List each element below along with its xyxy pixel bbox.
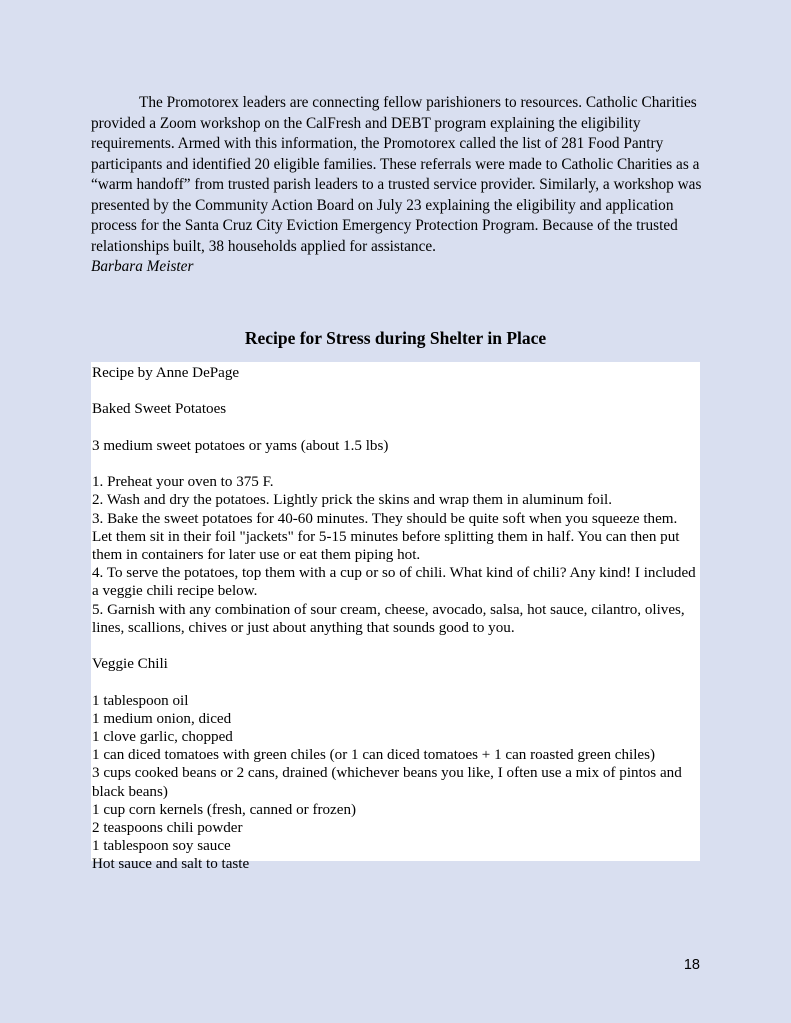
chili-ingredient: Hot sauce and salt to taste <box>92 856 250 873</box>
recipe-step: 3. Bake the sweet potatoes for 40-60 minutes. They should be quite soft when you squeeze them. Let them sit in their foil "jackets" for 5-15 minutes before splitting them in half. You can then put them in containers for later use or eat them piping hot. <box>92 510 680 563</box>
chili-ingredient: 1 tablespoon soy sauce <box>92 838 231 855</box>
chili-ingredient: 1 clove garlic, chopped <box>92 728 233 745</box>
recipe-box <box>91 362 700 873</box>
dish-name-veggie-chili: Veggie Chili <box>92 656 168 673</box>
chili-ingredient: 1 tablespoon oil <box>92 692 189 709</box>
recipe-byline: Recipe by Anne DePage <box>92 365 240 381</box>
chili-ingredient: 3 cups cooked beans or 2 cans, drained (whichever beans you like, I often use a mix of pintos and black beans) <box>92 765 682 800</box>
recipe-step: 1. Preheat your oven to 375 F. <box>92 474 274 491</box>
sweet-potato-ingredients: 3 medium sweet potatoes or yams (about 1.5 lbs) <box>92 437 389 454</box>
intro-paragraph: The Promotorex leaders are connecting fellow parishioners to resources. Catholic Charities provided a Zoom workshop on the CalFresh and DEBT program explaining the eligibility requirements. Armed with this information, the Promotorex called the list of 281 Food Pantry participants and identified 20 eligible families. These referrals were made to Catholic Charities as a “warm handoff” from trusted parish leaders to a trusted service provider. Similarly, a workshop was presented by the Community Action Board on July 23 explaining the eligibility and application process for the Santa Cruz City Eviction Emergency Protection Program. Because of the trusted relationships built, 38 households applied for assistance. <box>91 94 702 255</box>
chili-ingredient: 2 teaspoons chili powder <box>92 820 243 836</box>
dish-name-sweet-potatoes: Baked Sweet Potatoes <box>92 401 227 418</box>
page-number: 18 <box>683 957 700 973</box>
intro-article <box>91 93 703 278</box>
recipe-title: Recipe for Stress during Shelter in Place <box>244 328 547 348</box>
author-signature: Barbara Meister <box>91 258 194 275</box>
chili-ingredient: 1 cup corn kernels (fresh, canned or frozen) <box>92 801 357 818</box>
chili-ingredient: 1 can diced tomatoes with green chiles (or 1 can diced tomatoes + 1 can roasted green chiles) <box>92 747 655 764</box>
recipe-step: 2. Wash and dry the potatoes. Lightly prick the skins and wrap them in aluminum foil. <box>92 492 612 509</box>
recipe-step: 5. Garnish with any combination of sour cream, cheese, avocado, salsa, hot sauce, cilantro, olives, lines, scallions, chives or just about anything that sounds good to you. <box>92 601 685 636</box>
recipe-step: 4. To serve the potatoes, top them with a cup or so of chili. What kind of chili? Any kind! I included a veggie chili recipe below. <box>92 565 696 600</box>
chili-ingredient: 1 medium onion, diced <box>92 710 232 727</box>
